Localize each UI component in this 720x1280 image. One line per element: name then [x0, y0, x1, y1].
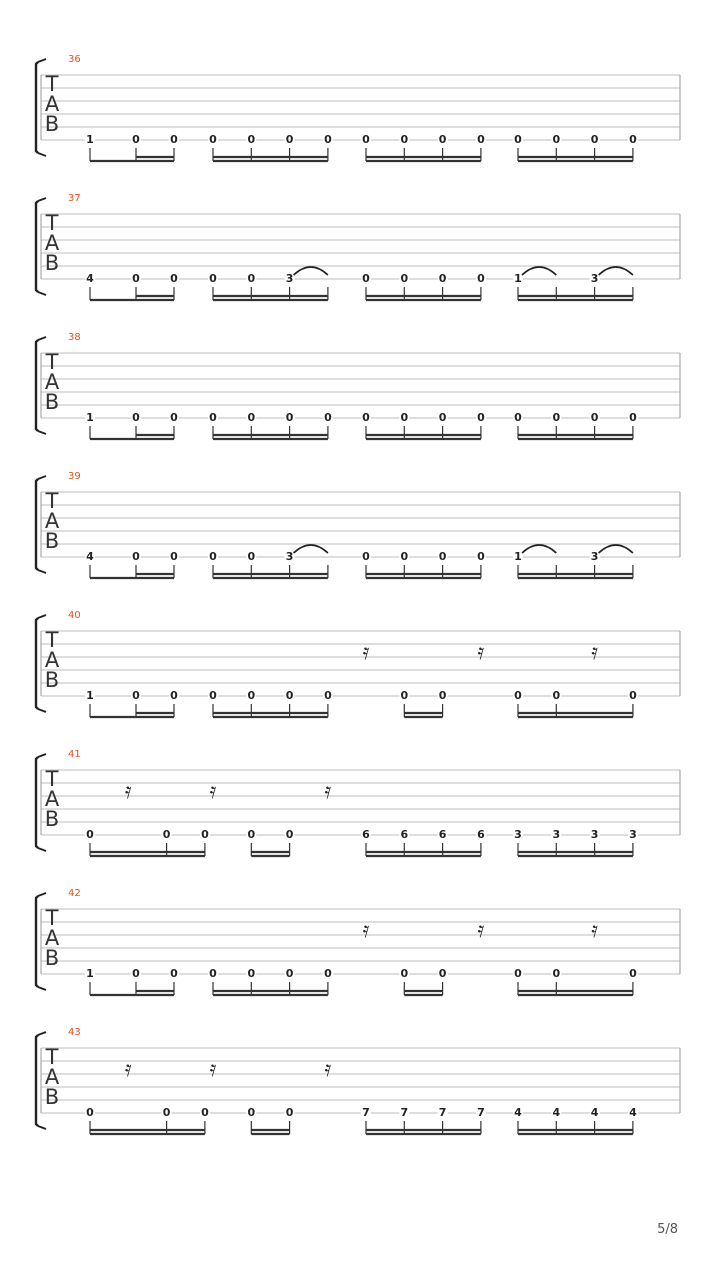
- fret-number: 0: [247, 550, 256, 563]
- fret-number: 0: [285, 689, 294, 702]
- fret-number: 0: [477, 133, 485, 146]
- measure-number: 38: [68, 332, 81, 343]
- fret-number: 0: [629, 967, 637, 980]
- fret-number: 0: [477, 411, 485, 424]
- fret-number: 0: [132, 967, 140, 980]
- tab-clef-letter: A: [44, 648, 60, 672]
- fret-number: 4: [590, 1106, 599, 1119]
- measure-number: 43: [68, 1027, 81, 1038]
- fret-number: 0: [438, 272, 447, 285]
- tab-clef-letter: A: [44, 92, 60, 116]
- fret-number: 7: [477, 1106, 485, 1119]
- fret-number: 0: [629, 411, 637, 424]
- fret-number: 4: [514, 1106, 522, 1119]
- tab-clef-letter: A: [44, 1065, 60, 1089]
- bracket-hook-bottom: [38, 570, 46, 573]
- fret-number: 0: [400, 133, 409, 146]
- fret-number: 0: [477, 272, 485, 285]
- fret-number: 6: [400, 828, 409, 841]
- fret-number: 0: [514, 967, 522, 980]
- system-bracket: [36, 896, 38, 987]
- fret-number: 3: [629, 828, 637, 841]
- fret-number: 0: [362, 272, 370, 285]
- sixteenth-rest: 𝄿: [124, 1057, 132, 1082]
- tab-clef-letter: B: [44, 251, 60, 275]
- fret-number: 0: [247, 133, 256, 146]
- fret-number: 0: [247, 967, 256, 980]
- system-bracket: [36, 62, 38, 153]
- fret-number: 0: [170, 967, 178, 980]
- bracket-hook-bottom: [38, 709, 46, 712]
- sixteenth-rest: 𝄿: [324, 779, 332, 804]
- measure-number: 36: [68, 54, 81, 65]
- fret-number: 6: [438, 828, 447, 841]
- system-bracket: [36, 340, 38, 431]
- system-bracket: [36, 618, 38, 709]
- fret-number: 0: [590, 133, 599, 146]
- fret-number: 0: [438, 967, 447, 980]
- sixteenth-rest: 𝄿: [591, 918, 598, 943]
- fret-number: 0: [514, 689, 522, 702]
- tab-clef-letter: B: [44, 390, 60, 414]
- measure-number: 40: [68, 610, 81, 621]
- system-bracket: [36, 1035, 38, 1126]
- fret-number: 0: [86, 828, 94, 841]
- tab-clef-letter: A: [44, 370, 60, 394]
- fret-number: 0: [132, 689, 140, 702]
- sixteenth-rest: 𝄿: [591, 640, 598, 665]
- fret-number: 0: [209, 133, 217, 146]
- bracket-hook-top: [38, 1032, 46, 1035]
- fret-number: 0: [86, 1106, 94, 1119]
- fret-number: 0: [170, 272, 178, 285]
- fret-number: 3: [590, 828, 599, 841]
- measure-number: 42: [68, 888, 81, 899]
- fret-number: 1: [514, 272, 522, 285]
- fret-number: 0: [400, 967, 409, 980]
- slur-arc: [599, 545, 633, 553]
- system-bracket: [36, 201, 38, 292]
- measure-number: 37: [68, 193, 81, 204]
- bracket-hook-bottom: [38, 1126, 46, 1129]
- system-bracket: [36, 757, 38, 848]
- bracket-hook-top: [38, 615, 46, 618]
- fret-number: 3: [590, 272, 599, 285]
- tab-clef-letter: T: [45, 72, 59, 96]
- fret-number: 1: [86, 967, 94, 980]
- fret-number: 3: [285, 272, 294, 285]
- tab-clef-letter: T: [45, 1045, 59, 1069]
- fret-number: 4: [629, 1106, 637, 1119]
- tab-clef-letter: B: [44, 529, 60, 553]
- fret-number: 0: [132, 272, 140, 285]
- tab-clef-letter: T: [45, 211, 59, 235]
- fret-number: 0: [285, 1106, 294, 1119]
- fret-number: 0: [552, 133, 561, 146]
- measure-number: 41: [68, 749, 81, 760]
- fret-number: 0: [438, 550, 447, 563]
- sixteenth-rest: 𝄿: [209, 1057, 217, 1082]
- fret-number: 0: [209, 550, 217, 563]
- tab-clef-letter: A: [44, 926, 60, 950]
- slur-arc: [522, 545, 556, 553]
- sixteenth-rest: 𝄿: [124, 779, 132, 804]
- sixteenth-rest: 𝄿: [477, 640, 485, 665]
- fret-number: 0: [170, 550, 178, 563]
- fret-number: 0: [170, 689, 178, 702]
- fret-number: 0: [201, 1106, 209, 1119]
- fret-number: 0: [209, 272, 217, 285]
- slur-arc: [294, 267, 328, 275]
- fret-number: 0: [285, 411, 294, 424]
- sixteenth-rest: 𝄿: [324, 1057, 332, 1082]
- tab-clef-letter: A: [44, 231, 60, 255]
- bracket-hook-bottom: [38, 848, 46, 851]
- bracket-hook-top: [38, 476, 46, 479]
- fret-number: 0: [162, 1106, 171, 1119]
- measure-number: 39: [68, 471, 81, 482]
- fret-number: 4: [86, 272, 94, 285]
- fret-number: 0: [514, 133, 522, 146]
- fret-number: 0: [552, 411, 561, 424]
- fret-number: 0: [400, 411, 409, 424]
- tab-clef-letter: T: [45, 906, 59, 930]
- fret-number: 0: [247, 411, 256, 424]
- bracket-hook-bottom: [38, 431, 46, 434]
- fret-number: 0: [162, 828, 171, 841]
- tab-clef-letter: T: [45, 767, 59, 791]
- fret-number: 0: [209, 411, 217, 424]
- fret-number: 1: [514, 550, 522, 563]
- sixteenth-rest: 𝄿: [209, 779, 217, 804]
- fret-number: 7: [438, 1106, 447, 1119]
- fret-number: 0: [362, 550, 370, 563]
- bracket-hook-top: [38, 893, 46, 896]
- fret-number: 0: [324, 411, 332, 424]
- fret-number: 1: [86, 133, 94, 146]
- fret-number: 0: [247, 1106, 256, 1119]
- system-bracket: [36, 479, 38, 570]
- fret-number: 0: [400, 550, 409, 563]
- fret-number: 0: [438, 411, 447, 424]
- slur-arc: [294, 545, 328, 553]
- fret-number: 0: [285, 828, 294, 841]
- fret-number: 0: [247, 828, 256, 841]
- slur-arc: [522, 267, 556, 275]
- fret-number: 0: [132, 550, 140, 563]
- bracket-hook-top: [38, 59, 46, 62]
- fret-number: 0: [477, 550, 485, 563]
- fret-number: 1: [86, 411, 94, 424]
- sixteenth-rest: 𝄿: [362, 918, 370, 943]
- tab-clef-letter: B: [44, 1085, 60, 1109]
- tab-clef-letter: A: [44, 509, 60, 533]
- fret-number: 0: [438, 133, 447, 146]
- tab-clef-letter: B: [44, 946, 60, 970]
- fret-number: 0: [170, 411, 178, 424]
- tab-clef-letter: T: [45, 489, 59, 513]
- fret-number: 7: [362, 1106, 370, 1119]
- page-number: 5/8: [657, 1222, 678, 1237]
- bracket-hook-bottom: [38, 292, 46, 295]
- tab-clef-letter: B: [44, 807, 60, 831]
- fret-number: 3: [285, 550, 294, 563]
- fret-number: 3: [590, 550, 599, 563]
- fret-number: 0: [285, 133, 294, 146]
- fret-number: 3: [552, 828, 561, 841]
- fret-number: 4: [86, 550, 94, 563]
- bracket-hook-top: [38, 337, 46, 340]
- slur-arc: [599, 267, 633, 275]
- fret-number: 1: [86, 689, 94, 702]
- bracket-hook-top: [38, 754, 46, 757]
- fret-number: 0: [324, 689, 332, 702]
- fret-number: 0: [209, 967, 217, 980]
- fret-number: 0: [552, 689, 561, 702]
- fret-number: 0: [438, 689, 447, 702]
- fret-number: 0: [362, 133, 370, 146]
- fret-number: 0: [400, 272, 409, 285]
- fret-number: 6: [477, 828, 485, 841]
- fret-number: 6: [362, 828, 370, 841]
- fret-number: 0: [209, 689, 217, 702]
- fret-number: 0: [201, 828, 209, 841]
- fret-number: 0: [400, 689, 409, 702]
- bracket-hook-top: [38, 198, 46, 201]
- tab-clef-letter: B: [44, 112, 60, 136]
- sixteenth-rest: 𝄿: [477, 918, 485, 943]
- fret-number: 0: [629, 133, 637, 146]
- bracket-hook-bottom: [38, 987, 46, 990]
- fret-number: 3: [514, 828, 522, 841]
- fret-number: 0: [590, 411, 599, 424]
- fret-number: 0: [247, 272, 256, 285]
- tab-clef-letter: A: [44, 787, 60, 811]
- fret-number: 0: [629, 689, 637, 702]
- fret-number: 7: [400, 1106, 409, 1119]
- bracket-hook-bottom: [38, 153, 46, 156]
- fret-number: 0: [170, 133, 178, 146]
- fret-number: 4: [552, 1106, 561, 1119]
- fret-number: 0: [132, 133, 140, 146]
- tab-clef-letter: T: [45, 628, 59, 652]
- fret-number: 0: [285, 967, 294, 980]
- tab-clef-letter: T: [45, 350, 59, 374]
- tab-clef-letter: B: [44, 668, 60, 692]
- fret-number: 0: [552, 967, 561, 980]
- sixteenth-rest: 𝄿: [362, 640, 370, 665]
- fret-number: 0: [362, 411, 370, 424]
- fret-number: 0: [324, 133, 332, 146]
- fret-number: 0: [514, 411, 522, 424]
- fret-number: 0: [132, 411, 140, 424]
- fret-number: 0: [247, 689, 256, 702]
- fret-number: 0: [324, 967, 332, 980]
